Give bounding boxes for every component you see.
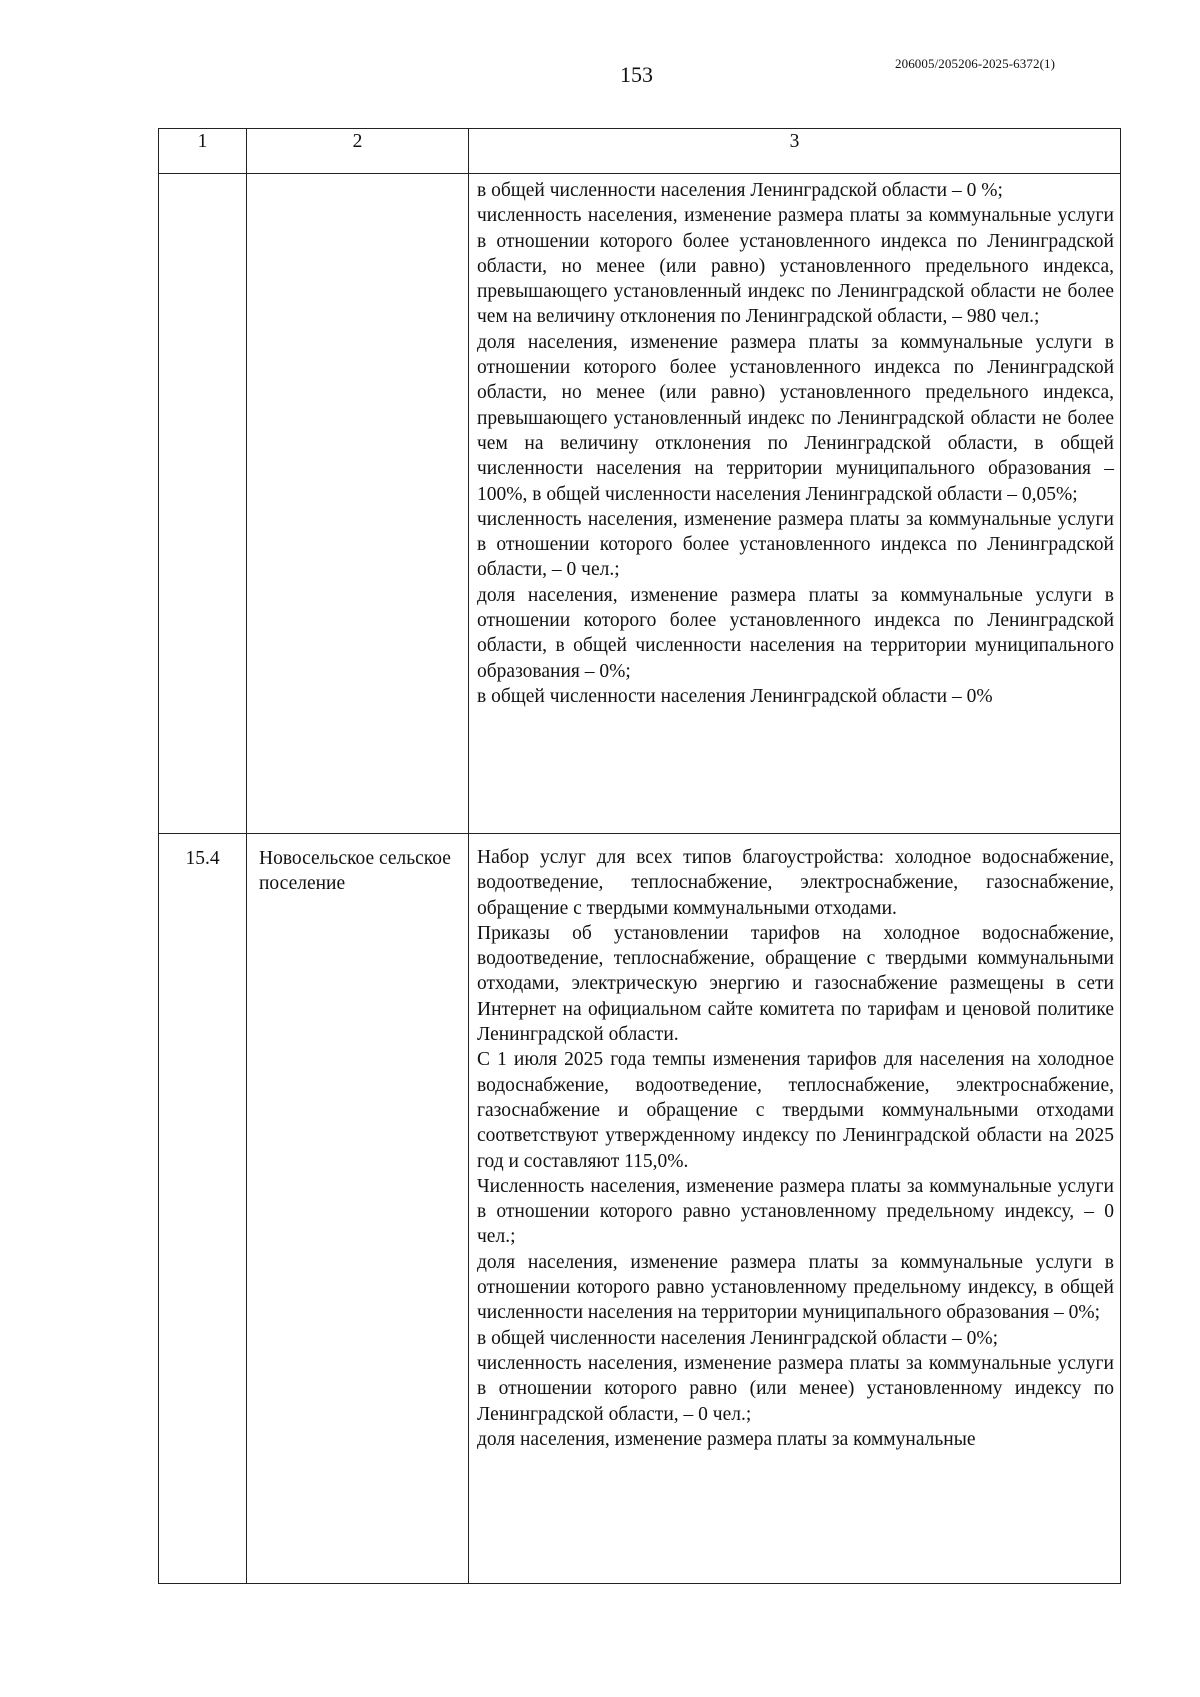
description-paragraph: в общей численности населения Ленинградской области – 0 %; (477, 180, 1003, 201)
column-header-2: 2 (247, 129, 469, 174)
row-number-cell (159, 174, 247, 834)
document-code: 206005/205206-2025-6372(1) (895, 56, 1056, 71)
description-paragraph: численность населения, изменение размера платы за коммунальные услуги в отношении которого более установленного индекса по Ленинградской области, но менее (или равно) установленного предельного индекса, превышающего установленный индекс по Ленинградской области не более чем на величину отклонения по Ленинградской области, – 980 чел.; (477, 205, 1114, 328)
column-header-1: 1 (159, 129, 247, 174)
settlement-name-cell: Новосельское сельское поселение (247, 834, 469, 1584)
description-paragraph: доля населения, изменение размера платы за коммунальные услуги в отношении которого более установленного индекса по Ленинградской области, в общей численности населения на территории муниципального образования – 0%; (477, 584, 1114, 682)
description-paragraph: в общей численности населения Ленинградской области – 0% (477, 685, 993, 707)
description-paragraph: Набор услуг для всех типов благоустройства: холодное водоснабжение, водоотведение, теплоснабжение, электроснабжение, газоснабжение, обращение с твердыми коммунальными отходами. (477, 847, 1114, 919)
description-paragraph: Приказы об установлении тарифов на холодное водоснабжение, водоотведение, теплоснабжение, обращение с твердыми коммунальными отходами, электрическую энергию и газоснабжение размещены в сети Интернет на официальном сайте комитета по тарифам и ценовой политике Ленинградской области. (477, 922, 1114, 1046)
description-paragraph: С 1 июля 2025 года темпы изменения тарифов для населения на холодное водоснабжение, водоотведение, теплоснабжение, электроснабжение, газоснабжение и обращение с твердыми коммунальными отходами соответствуют утвержденному индексу по Ленинградской области на 2025 год и составляют 115,0%. (477, 1049, 1114, 1172)
table-row (159, 174, 1121, 834)
description-paragraph: доля населения, изменение размера платы за коммунальные (477, 1428, 976, 1450)
description-cell (469, 834, 1121, 1584)
description-paragraph: в общей численности населения Ленинградской области – 0%; (477, 1327, 999, 1349)
row-number-cell: 15.4 (159, 834, 247, 1584)
table-row (159, 834, 1121, 1584)
settlement-name-cell (247, 174, 469, 834)
description-paragraph: доля населения, изменение размера платы за коммунальные услуги в отношении которого более установленного индекса по Ленинградской области, но менее (или равно) установленного предельного индекса, превышающего установленный индекс по Ленинградской области не более чем на величину отклонения по Ленинградской области, в общей численности населения на территории муниципального образования – 100%, в общей численности населения Ленинградской области – 0,05%; (477, 331, 1114, 505)
description-paragraph: Численность населения, изменение размера платы за коммунальные услуги в отношении которого равно установленному предельному индексу, – 0 чел.; (477, 1175, 1114, 1248)
table-header-row (159, 129, 1121, 174)
description-paragraph: доля населения, изменение размера платы за коммунальные услуги в отношении которого равно установленному предельному индексу, в общей численности населения на территории муниципального образования – 0%; (477, 1251, 1114, 1324)
description-paragraph: численность населения, изменение размера платы за коммунальные услуги в отношении которого более установленного индекса по Ленинградской области, – 0 чел.; (477, 508, 1114, 581)
description-paragraph: численность населения, изменение размера платы за коммунальные услуги в отношении которого равно (или менее) установленному индексу по Ленинградской области, – 0 чел.; (477, 1352, 1114, 1425)
column-header-3: 3 (469, 129, 1121, 174)
description-cell (469, 174, 1121, 834)
data-table (158, 128, 1121, 1584)
page-number: 153 (620, 62, 653, 87)
